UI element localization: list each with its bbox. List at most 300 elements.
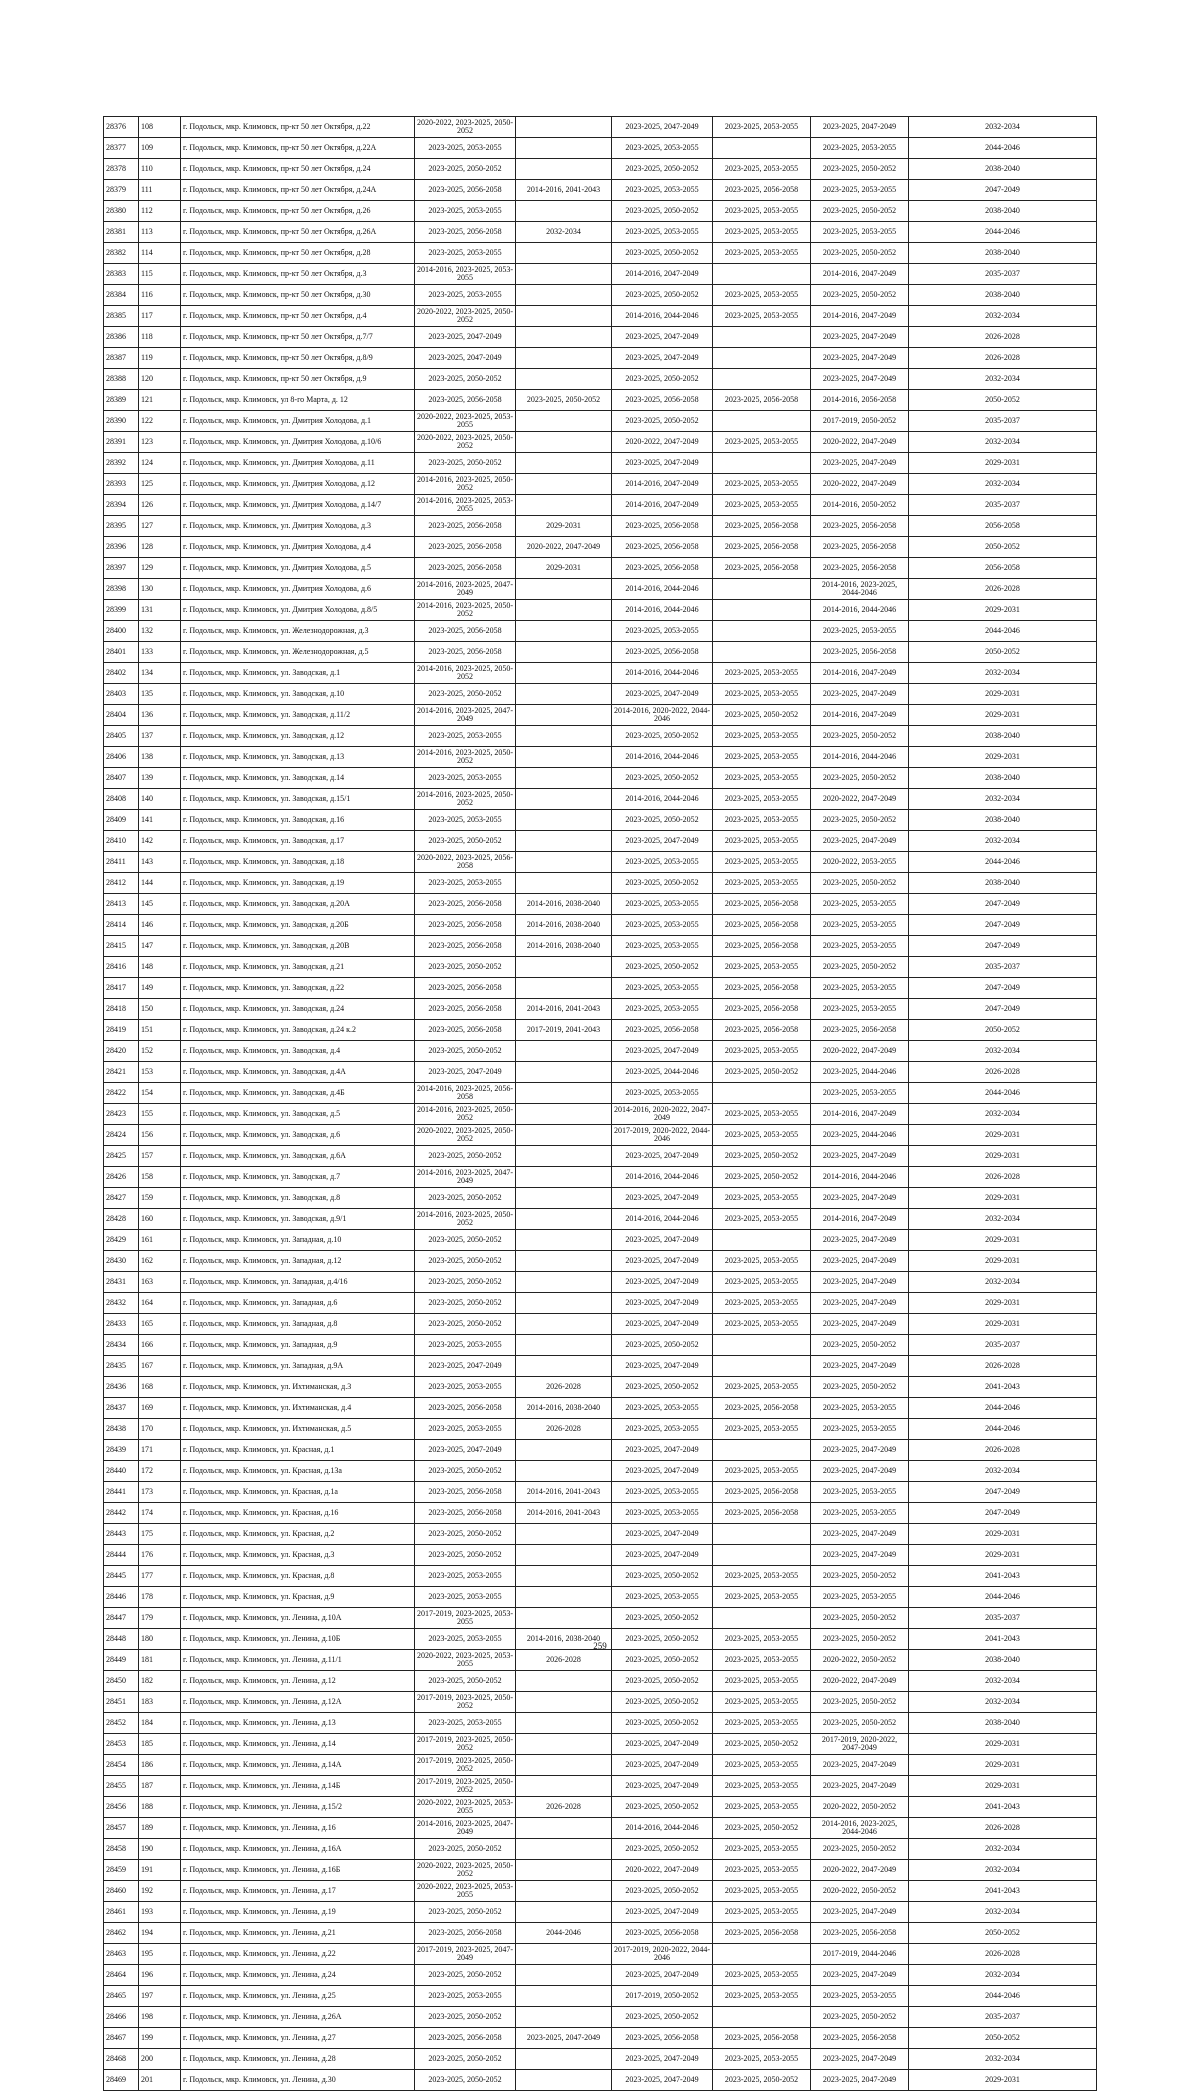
cell-period-c: 2023-2025, 2053-2055 — [612, 138, 713, 159]
cell-period-a: 2023-2025, 2053-2055 — [415, 138, 516, 159]
cell-period-e: 2023-2025, 2050-2052 — [811, 957, 909, 978]
cell-record-id: 28390 — [104, 411, 139, 432]
cell-period-e: 2023-2025, 2047-2049 — [811, 1146, 909, 1167]
table-row — [104, 1902, 1097, 1923]
cell-period-b — [516, 1818, 612, 1839]
cell-item-number: 132 — [139, 621, 181, 642]
cell-period-d: 2023-2025, 2053-2055 — [713, 285, 811, 306]
cell-period-c: 2023-2025, 2047-2049 — [612, 1965, 713, 1986]
cell-record-id: 28413 — [104, 894, 139, 915]
cell-address: г. Подольск, мкр. Климовск, пр-кт 50 лет Октября, д.4 — [181, 306, 415, 327]
cell-period-d: 2023-2025, 2053-2055 — [713, 789, 811, 810]
cell-address: г. Подольск, мкр. Климовск, пр-кт 50 лет Октября, д.26 — [181, 201, 415, 222]
cell-period-b — [516, 768, 612, 789]
table-row — [104, 1020, 1097, 1041]
cell-period-c: 2023-2025, 2056-2058 — [612, 2028, 713, 2049]
cell-period-f: 2026-2028 — [909, 1818, 1097, 1839]
cell-period-d: 2023-2025, 2053-2055 — [713, 495, 811, 516]
cell-period-c: 2023-2025, 2050-2052 — [612, 810, 713, 831]
cell-period-c: 2023-2025, 2050-2052 — [612, 1671, 713, 1692]
cell-period-d — [713, 1440, 811, 1461]
cell-period-b — [516, 327, 612, 348]
cell-period-a: 2023-2025, 2050-2052 — [415, 2070, 516, 2091]
cell-period-b — [516, 1755, 612, 1776]
cell-period-c: 2023-2025, 2053-2055 — [612, 1419, 713, 1440]
cell-item-number: 179 — [139, 1608, 181, 1629]
cell-period-e: 2023-2025, 2056-2058 — [811, 558, 909, 579]
cell-period-f: 2029-2031 — [909, 1755, 1097, 1776]
cell-period-e: 2023-2025, 2050-2052 — [811, 2007, 909, 2028]
cell-item-number: 178 — [139, 1587, 181, 1608]
cell-period-e: 2023-2025, 2047-2049 — [811, 1314, 909, 1335]
cell-record-id: 28411 — [104, 852, 139, 873]
cell-period-e: 2023-2025, 2047-2049 — [811, 369, 909, 390]
cell-period-e: 2023-2025, 2056-2058 — [811, 2028, 909, 2049]
cell-address: г. Подольск, мкр. Климовск, ул. Ленина, д.11/1 — [181, 1650, 415, 1671]
cell-period-e: 2014-2016, 2023-2025, 2044-2046 — [811, 1818, 909, 1839]
cell-record-id: 28386 — [104, 327, 139, 348]
cell-period-c: 2020-2022, 2047-2049 — [612, 1860, 713, 1881]
cell-item-number: 135 — [139, 684, 181, 705]
cell-period-b — [516, 726, 612, 747]
cell-address: г. Подольск, мкр. Климовск, пр-кт 50 лет Октября, д.22А — [181, 138, 415, 159]
cell-record-id: 28406 — [104, 747, 139, 768]
cell-item-number: 127 — [139, 516, 181, 537]
cell-period-d — [713, 1083, 811, 1104]
cell-item-number: 170 — [139, 1419, 181, 1440]
cell-address: г. Подольск, мкр. Климовск, ул. Заводская, д.15/1 — [181, 789, 415, 810]
cell-period-d: 2023-2025, 2050-2052 — [713, 1734, 811, 1755]
cell-period-b — [516, 1314, 612, 1335]
cell-period-b: 2032-2034 — [516, 222, 612, 243]
cell-item-number: 167 — [139, 1356, 181, 1377]
table-body — [104, 117, 1097, 2091]
cell-item-number: 163 — [139, 1272, 181, 1293]
cell-period-e: 2014-2016, 2047-2049 — [811, 1209, 909, 1230]
cell-item-number: 124 — [139, 453, 181, 474]
cell-period-a: 2020-2022, 2023-2025, 2053-2055 — [415, 1797, 516, 1818]
cell-period-d: 2023-2025, 2053-2055 — [713, 1839, 811, 1860]
cell-period-d: 2023-2025, 2053-2055 — [713, 1902, 811, 1923]
cell-record-id: 28403 — [104, 684, 139, 705]
table-row — [104, 1356, 1097, 1377]
cell-period-f: 2029-2031 — [909, 1314, 1097, 1335]
cell-period-e: 2023-2025, 2050-2052 — [811, 1839, 909, 1860]
cell-period-e: 2023-2025, 2050-2052 — [811, 1713, 909, 1734]
cell-record-id: 28452 — [104, 1713, 139, 1734]
table-row — [104, 1692, 1097, 1713]
cell-item-number: 123 — [139, 432, 181, 453]
cell-period-d: 2023-2025, 2053-2055 — [713, 1251, 811, 1272]
cell-period-e: 2023-2025, 2053-2055 — [811, 138, 909, 159]
cell-period-a: 2023-2025, 2050-2052 — [415, 1902, 516, 1923]
cell-item-number: 111 — [139, 180, 181, 201]
table-row — [104, 180, 1097, 201]
cell-item-number: 161 — [139, 1230, 181, 1251]
cell-record-id: 28401 — [104, 642, 139, 663]
cell-period-f: 2032-2034 — [909, 1209, 1097, 1230]
cell-address: г. Подольск, мкр. Климовск, ул. Красная, д.1 — [181, 1440, 415, 1461]
cell-address: г. Подольск, мкр. Климовск, ул. Заводская, д.21 — [181, 957, 415, 978]
cell-period-e: 2020-2022, 2047-2049 — [811, 1041, 909, 1062]
cell-address: г. Подольск, мкр. Климовск, ул. Дмитрия Холодова, д.1 — [181, 411, 415, 432]
table-row — [104, 663, 1097, 684]
cell-period-f: 2047-2049 — [909, 1482, 1097, 1503]
cell-record-id: 28454 — [104, 1755, 139, 1776]
cell-period-f: 2029-2031 — [909, 1188, 1097, 1209]
cell-item-number: 140 — [139, 789, 181, 810]
cell-item-number: 114 — [139, 243, 181, 264]
cell-period-c: 2014-2016, 2044-2046 — [612, 1167, 713, 1188]
cell-item-number: 115 — [139, 264, 181, 285]
cell-period-e: 2023-2025, 2047-2049 — [811, 1188, 909, 1209]
cell-period-b — [516, 1230, 612, 1251]
cell-period-e: 2023-2025, 2050-2052 — [811, 873, 909, 894]
cell-period-a: 2023-2025, 2050-2052 — [415, 2007, 516, 2028]
cell-period-a: 2023-2025, 2053-2055 — [415, 201, 516, 222]
cell-item-number: 125 — [139, 474, 181, 495]
cell-item-number: 122 — [139, 411, 181, 432]
cell-period-a: 2014-2016, 2023-2025, 2050-2052 — [415, 789, 516, 810]
table-row — [104, 894, 1097, 915]
cell-period-e: 2020-2022, 2053-2055 — [811, 852, 909, 873]
cell-period-a: 2023-2025, 2056-2058 — [415, 558, 516, 579]
cell-record-id: 28380 — [104, 201, 139, 222]
cell-period-f: 2032-2034 — [909, 1461, 1097, 1482]
cell-item-number: 139 — [139, 768, 181, 789]
cell-record-id: 28450 — [104, 1671, 139, 1692]
cell-period-f: 2035-2037 — [909, 411, 1097, 432]
cell-period-f: 2032-2034 — [909, 1965, 1097, 1986]
cell-period-c: 2023-2025, 2053-2055 — [612, 180, 713, 201]
cell-address: г. Подольск, мкр. Климовск, ул. Ленина, д.16 — [181, 1818, 415, 1839]
cell-period-c: 2023-2025, 2050-2052 — [612, 285, 713, 306]
cell-period-a: 2023-2025, 2056-2058 — [415, 2028, 516, 2049]
cell-record-id: 28456 — [104, 1797, 139, 1818]
cell-period-b: 2014-2016, 2041-2043 — [516, 1482, 612, 1503]
cell-address: г. Подольск, мкр. Климовск, пр-кт 50 лет Октября, д.28 — [181, 243, 415, 264]
cell-period-c: 2014-2016, 2047-2049 — [612, 495, 713, 516]
cell-item-number: 137 — [139, 726, 181, 747]
cell-period-e: 2020-2022, 2047-2049 — [811, 1671, 909, 1692]
cell-period-a: 2023-2025, 2047-2049 — [415, 348, 516, 369]
cell-period-b — [516, 2049, 612, 2070]
cell-address: г. Подольск, мкр. Климовск, ул. Заводская, д.5 — [181, 1104, 415, 1125]
cell-period-f: 2029-2031 — [909, 600, 1097, 621]
cell-item-number: 130 — [139, 579, 181, 600]
cell-period-a: 2023-2025, 2050-2052 — [415, 2049, 516, 2070]
cell-period-a: 2014-2016, 2023-2025, 2050-2052 — [415, 1209, 516, 1230]
cell-record-id: 28418 — [104, 999, 139, 1020]
cell-period-a: 2020-2022, 2023-2025, 2050-2052 — [415, 117, 516, 138]
cell-period-a: 2023-2025, 2050-2052 — [415, 1230, 516, 1251]
cell-record-id: 28383 — [104, 264, 139, 285]
cell-record-id: 28424 — [104, 1125, 139, 1146]
cell-period-c: 2023-2025, 2047-2049 — [612, 348, 713, 369]
table-row — [104, 1839, 1097, 1860]
cell-period-d: 2023-2025, 2056-2058 — [713, 1923, 811, 1944]
cell-period-e: 2014-2016, 2047-2049 — [811, 306, 909, 327]
cell-period-d: 2023-2025, 2056-2058 — [713, 1482, 811, 1503]
cell-period-e: 2023-2025, 2047-2049 — [811, 1902, 909, 1923]
cell-period-f: 2029-2031 — [909, 1545, 1097, 1566]
cell-address: г. Подольск, мкр. Климовск, ул. Заводская, д.13 — [181, 747, 415, 768]
cell-record-id: 28405 — [104, 726, 139, 747]
cell-period-f: 2032-2034 — [909, 1839, 1097, 1860]
cell-item-number: 197 — [139, 1986, 181, 2007]
cell-period-b — [516, 684, 612, 705]
cell-period-f: 2029-2031 — [909, 2070, 1097, 2091]
cell-period-e: 2023-2025, 2047-2049 — [811, 1776, 909, 1797]
cell-period-a: 2014-2016, 2023-2025, 2050-2052 — [415, 600, 516, 621]
cell-period-c: 2023-2025, 2050-2052 — [612, 243, 713, 264]
cell-period-d: 2023-2025, 2053-2055 — [713, 747, 811, 768]
cell-period-a: 2020-2022, 2023-2025, 2056-2058 — [415, 852, 516, 873]
cell-record-id: 28451 — [104, 1692, 139, 1713]
cell-period-e: 2020-2022, 2050-2052 — [811, 1881, 909, 1902]
cell-period-a: 2023-2025, 2050-2052 — [415, 1545, 516, 1566]
table-row — [104, 1461, 1097, 1482]
cell-record-id: 28445 — [104, 1566, 139, 1587]
cell-period-b — [516, 1356, 612, 1377]
cell-period-d: 2023-2025, 2056-2058 — [713, 936, 811, 957]
cell-period-a: 2023-2025, 2050-2052 — [415, 1314, 516, 1335]
cell-item-number: 133 — [139, 642, 181, 663]
cell-period-f: 2050-2052 — [909, 1020, 1097, 1041]
cell-period-f: 2044-2046 — [909, 1587, 1097, 1608]
cell-period-b — [516, 348, 612, 369]
cell-period-a: 2014-2016, 2023-2025, 2056-2058 — [415, 1083, 516, 1104]
cell-period-a: 2023-2025, 2056-2058 — [415, 894, 516, 915]
table-row — [104, 1923, 1097, 1944]
cell-period-f: 2056-2058 — [909, 516, 1097, 537]
cell-record-id: 28427 — [104, 1188, 139, 1209]
cell-item-number: 172 — [139, 1461, 181, 1482]
cell-record-id: 28438 — [104, 1419, 139, 1440]
cell-record-id: 28423 — [104, 1104, 139, 1125]
cell-period-a: 2023-2025, 2056-2058 — [415, 390, 516, 411]
cell-period-f: 2026-2028 — [909, 1944, 1097, 1965]
cell-item-number: 174 — [139, 1503, 181, 1524]
cell-period-c: 2023-2025, 2056-2058 — [612, 390, 713, 411]
table-row — [104, 1230, 1097, 1251]
cell-period-e: 2014-2016, 2044-2046 — [811, 1167, 909, 1188]
cell-period-b — [516, 1062, 612, 1083]
cell-period-b — [516, 663, 612, 684]
cell-period-d: 2023-2025, 2053-2055 — [713, 663, 811, 684]
cell-period-b: 2026-2028 — [516, 1650, 612, 1671]
cell-period-d — [713, 453, 811, 474]
cell-item-number: 131 — [139, 600, 181, 621]
cell-period-d: 2023-2025, 2053-2055 — [713, 2049, 811, 2070]
cell-address: г. Подольск, мкр. Климовск, пр-кт 50 лет Октября, д.30 — [181, 285, 415, 306]
cell-period-c: 2023-2025, 2047-2049 — [612, 1146, 713, 1167]
table-row — [104, 831, 1097, 852]
cell-record-id: 28448 — [104, 1629, 139, 1650]
cell-period-f: 2041-2043 — [909, 1629, 1097, 1650]
cell-period-a: 2023-2025, 2056-2058 — [415, 180, 516, 201]
cell-period-d: 2023-2025, 2053-2055 — [713, 1314, 811, 1335]
cell-period-c: 2023-2025, 2047-2049 — [612, 1524, 713, 1545]
table-row — [104, 306, 1097, 327]
cell-item-number: 187 — [139, 1776, 181, 1797]
cell-period-e: 2023-2025, 2053-2055 — [811, 1503, 909, 1524]
cell-period-f: 2041-2043 — [909, 1566, 1097, 1587]
cell-period-c: 2023-2025, 2047-2049 — [612, 1734, 713, 1755]
cell-period-c: 2023-2025, 2053-2055 — [612, 621, 713, 642]
table-row — [104, 642, 1097, 663]
cell-period-c: 2014-2016, 2044-2046 — [612, 747, 713, 768]
cell-period-e: 2023-2025, 2053-2055 — [811, 1419, 909, 1440]
cell-record-id: 28440 — [104, 1461, 139, 1482]
cell-period-b: 2020-2022, 2047-2049 — [516, 537, 612, 558]
cell-period-a: 2020-2022, 2023-2025, 2050-2052 — [415, 1125, 516, 1146]
cell-item-number: 196 — [139, 1965, 181, 1986]
cell-record-id: 28425 — [104, 1146, 139, 1167]
cell-period-d: 2023-2025, 2053-2055 — [713, 852, 811, 873]
cell-period-d — [713, 264, 811, 285]
cell-item-number: 165 — [139, 1314, 181, 1335]
cell-period-b — [516, 2007, 612, 2028]
cell-period-c: 2023-2025, 2050-2052 — [612, 2007, 713, 2028]
cell-period-f: 2050-2052 — [909, 1923, 1097, 1944]
cell-period-e: 2017-2019, 2044-2046 — [811, 1944, 909, 1965]
cell-period-e: 2023-2025, 2053-2055 — [811, 936, 909, 957]
cell-period-a: 2023-2025, 2053-2055 — [415, 726, 516, 747]
cell-period-d: 2023-2025, 2053-2055 — [713, 243, 811, 264]
cell-item-number: 157 — [139, 1146, 181, 1167]
cell-period-e: 2023-2025, 2047-2049 — [811, 453, 909, 474]
cell-record-id: 28395 — [104, 516, 139, 537]
cell-record-id: 28394 — [104, 495, 139, 516]
cell-period-f: 2050-2052 — [909, 537, 1097, 558]
cell-item-number: 128 — [139, 537, 181, 558]
cell-address: г. Подольск, мкр. Климовск, ул. Красная, д.3 — [181, 1545, 415, 1566]
cell-period-d: 2023-2025, 2056-2058 — [713, 537, 811, 558]
cell-record-id: 28400 — [104, 621, 139, 642]
cell-period-b — [516, 117, 612, 138]
cell-period-c: 2017-2019, 2050-2052 — [612, 1986, 713, 2007]
cell-period-d: 2023-2025, 2050-2052 — [713, 1167, 811, 1188]
cell-period-e: 2023-2025, 2050-2052 — [811, 726, 909, 747]
cell-period-d: 2023-2025, 2053-2055 — [713, 1188, 811, 1209]
cell-period-e: 2023-2025, 2053-2055 — [811, 894, 909, 915]
cell-period-b — [516, 1776, 612, 1797]
cell-period-a: 2014-2016, 2023-2025, 2050-2052 — [415, 474, 516, 495]
cell-period-d: 2023-2025, 2053-2055 — [713, 201, 811, 222]
cell-period-c: 2023-2025, 2053-2055 — [612, 1083, 713, 1104]
cell-period-a: 2023-2025, 2050-2052 — [415, 684, 516, 705]
cell-record-id: 28419 — [104, 1020, 139, 1041]
cell-record-id: 28463 — [104, 1944, 139, 1965]
cell-period-e: 2023-2025, 2053-2055 — [811, 1482, 909, 1503]
cell-address: г. Подольск, мкр. Климовск, ул. Ленина, д.28 — [181, 2049, 415, 2070]
cell-period-e: 2023-2025, 2047-2049 — [811, 1461, 909, 1482]
cell-period-a: 2020-2022, 2023-2025, 2050-2052 — [415, 1860, 516, 1881]
cell-period-e: 2014-2016, 2023-2025, 2044-2046 — [811, 579, 909, 600]
cell-period-c: 2023-2025, 2047-2049 — [612, 327, 713, 348]
cell-record-id: 28432 — [104, 1293, 139, 1314]
cell-period-b: 2014-2016, 2038-2040 — [516, 915, 612, 936]
cell-address: г. Подольск, мкр. Климовск, ул. Красная, д.2 — [181, 1524, 415, 1545]
cell-period-a: 2023-2025, 2053-2055 — [415, 768, 516, 789]
cell-item-number: 144 — [139, 873, 181, 894]
cell-period-d: 2023-2025, 2053-2055 — [713, 1419, 811, 1440]
cell-record-id: 28433 — [104, 1314, 139, 1335]
cell-period-c: 2023-2025, 2050-2052 — [612, 1335, 713, 1356]
cell-period-d: 2023-2025, 2056-2058 — [713, 999, 811, 1020]
cell-period-f: 2029-2031 — [909, 1230, 1097, 1251]
cell-item-number: 141 — [139, 810, 181, 831]
cell-period-a: 2023-2025, 2050-2052 — [415, 1671, 516, 1692]
cell-period-e: 2023-2025, 2053-2055 — [811, 1986, 909, 2007]
cell-period-a: 2023-2025, 2050-2052 — [415, 1461, 516, 1482]
cell-period-f: 2038-2040 — [909, 285, 1097, 306]
cell-item-number: 176 — [139, 1545, 181, 1566]
cell-address: г. Подольск, мкр. Климовск, ул. Западная, д.4/16 — [181, 1272, 415, 1293]
cell-period-f: 2032-2034 — [909, 1272, 1097, 1293]
table-row — [104, 1965, 1097, 1986]
cell-period-b — [516, 1251, 612, 1272]
cell-period-b — [516, 201, 612, 222]
cell-address: г. Подольск, мкр. Климовск, ул. Заводская, д.24 к.2 — [181, 1020, 415, 1041]
cell-period-a: 2020-2022, 2023-2025, 2053-2055 — [415, 1650, 516, 1671]
table-row — [104, 2049, 1097, 2070]
cell-period-b — [516, 1209, 612, 1230]
cell-period-b — [516, 957, 612, 978]
table-row — [104, 684, 1097, 705]
cell-address: г. Подольск, мкр. Климовск, ул. Ленина, д.22 — [181, 1944, 415, 1965]
cell-item-number: 113 — [139, 222, 181, 243]
cell-period-a: 2023-2025, 2056-2058 — [415, 978, 516, 999]
cell-period-a: 2023-2025, 2056-2058 — [415, 1923, 516, 1944]
cell-period-f: 2029-2031 — [909, 453, 1097, 474]
table-row — [104, 579, 1097, 600]
cell-period-f: 2050-2052 — [909, 642, 1097, 663]
cell-period-c: 2023-2025, 2050-2052 — [612, 768, 713, 789]
cell-period-f: 2029-2031 — [909, 1125, 1097, 1146]
cell-record-id: 28384 — [104, 285, 139, 306]
cell-period-e: 2023-2025, 2050-2052 — [811, 1335, 909, 1356]
cell-period-a: 2023-2025, 2056-2058 — [415, 936, 516, 957]
cell-period-c: 2023-2025, 2053-2055 — [612, 222, 713, 243]
cell-item-number: 126 — [139, 495, 181, 516]
cell-period-a: 2023-2025, 2053-2055 — [415, 1629, 516, 1650]
table-row — [104, 2070, 1097, 2091]
cell-item-number: 162 — [139, 1251, 181, 1272]
cell-period-b — [516, 1041, 612, 1062]
cell-period-f: 2047-2049 — [909, 936, 1097, 957]
cell-period-d: 2023-2025, 2053-2055 — [713, 726, 811, 747]
table-row — [104, 474, 1097, 495]
cell-period-d: 2023-2025, 2053-2055 — [713, 1713, 811, 1734]
cell-period-d: 2023-2025, 2053-2055 — [713, 957, 811, 978]
cell-period-d: 2023-2025, 2056-2058 — [713, 390, 811, 411]
cell-item-number: 189 — [139, 1818, 181, 1839]
cell-item-number: 186 — [139, 1755, 181, 1776]
cell-period-e: 2023-2025, 2047-2049 — [811, 684, 909, 705]
cell-period-d — [713, 411, 811, 432]
cell-period-d: 2023-2025, 2053-2055 — [713, 306, 811, 327]
cell-address: г. Подольск, мкр. Климовск, ул. Заводская, д.20А — [181, 894, 415, 915]
cell-address: г. Подольск, мкр. Климовск, ул. Ленина, д.27 — [181, 2028, 415, 2049]
cell-period-c: 2014-2016, 2044-2046 — [612, 600, 713, 621]
cell-period-d: 2023-2025, 2053-2055 — [713, 1587, 811, 1608]
cell-address: г. Подольск, мкр. Климовск, ул. Ленина, д.14 — [181, 1734, 415, 1755]
cell-period-c: 2014-2016, 2044-2046 — [612, 306, 713, 327]
cell-item-number: 136 — [139, 705, 181, 726]
cell-period-d — [713, 369, 811, 390]
